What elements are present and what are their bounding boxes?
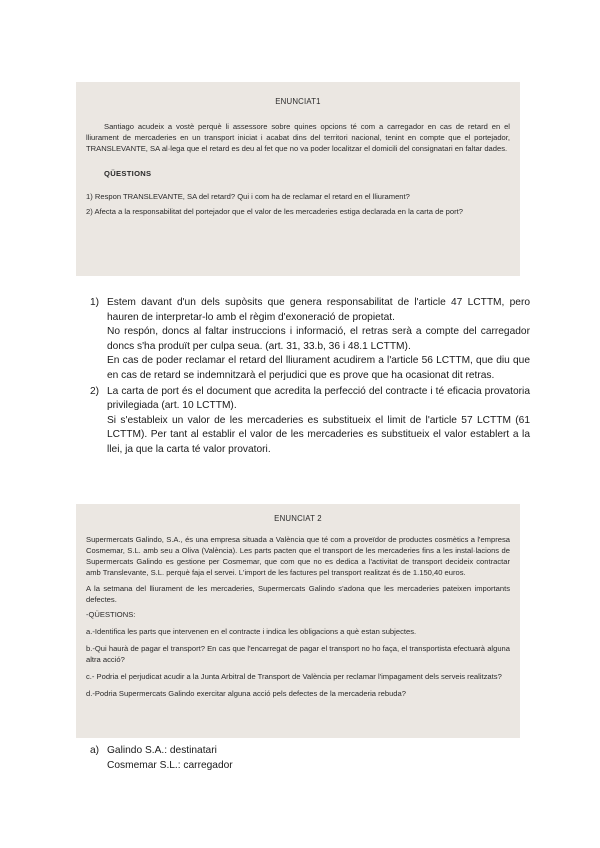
answer-2-number: 2) (90, 385, 100, 397)
answer-2-paragraph-2: Si s'estableix un valor de les mercaderies es substitueix el limit de l'article 57 LCTTM (61 LCTTM). Per tant al establir el valor de les mercaderies es substitueix el valor establert a la llei, ja que la carta té valor provatori. (107, 414, 530, 455)
answer-a-number: a) (90, 745, 100, 756)
statement-1-body: Santiago acudeix a vostè perquè li assessore sobre quines opcions té com a carregador en cas de retard en el lliurament de mercaderies en un transport iniciat i acabat dins del territori nacional, tenint en compte que el portejador, TRANSLEVANTE, SA al·lega que el retard es deu al fet que no va poder localitzar el domicili del consignatari en faltar dades. (86, 122, 510, 153)
statement-2-question-a: a.-Identifica les parts que intervenen en el contracte i indica les obligacions a què estan subjectes. (86, 627, 417, 636)
statement-2-body: Supermercats Galindo, S.A., és una empresa situada a València que té com a proveïdor de productes cosmètics a l'empresa Cosmemar, S.L. amb seu a Oliva (València). Les parts pacten que el transport de les mercaderies fins a les instal·lacions de Supermercats Galindo es gestione per Cosmemar, que com que no es dedica a l'activitat de transport decideix contractar amb Translevante, S.L. perquè faja el servei. L'import de les factures pel transport realitzat és de 1.150,40 euros. (86, 535, 510, 577)
statement-1-question-1: 1) Respon TRANSLEVANTE, SA del retard? Qui i com ha de reclamar el retard en el lliurament? (86, 192, 410, 201)
answers-2 (90, 744, 530, 774)
answer-1-paragraph-3: En cas de poder reclamar el retard del lliurament acudirem a l'article 56 LCTTM, que diu que en cas de retard se indemnitzarà el perjudici que es prove que ha ocasionat dit retras. (107, 355, 530, 381)
answer-2-paragraph-1: La carta de port és el document que acredita la perfecció del contracte i té eficacia provatoria privilegiada (art. 10 LCTTM). (107, 385, 530, 412)
answer-1-paragraph-1: Estem davant d'un dels supòsits que genera responsabilitat de l'article 47 LCTTM, pero hauren de interpretar-lo amb el règim d'exoneració de propietat. (107, 297, 530, 323)
statement-1-question-2: 2) Afecta a la responsabilitat del portejador que el valor de les mercaderies estiga declarada en la carta de port? (86, 207, 463, 216)
answer-a-line-2: Cosmemar S.L.: carregador (107, 759, 233, 771)
statement-2-title: ENUNCIAT 2 (274, 514, 322, 523)
statement-1-box (76, 82, 520, 276)
answers-1 (90, 296, 530, 459)
answer-2 (90, 385, 530, 458)
answer-a-line-1: Galindo S.A.: destinatari (107, 745, 217, 756)
statement-2-box (76, 504, 520, 738)
statement-1-questions-heading: QÜESTIONS (104, 169, 152, 178)
answer-1-paragraph-2: No respón, doncs al faltar instruccions i informació, el retras serà a compte del carregador doncs s'ha produït per culpa seua. (art. 31, 33.b, 36 i 48.1 LCTTM). (107, 326, 530, 352)
statement-2-question-b: b.-Qui haurà de pagar el transport? En cas que l'encarregat de pagar el transport no ho faça, el transportista efectuarà alguna altra acció? (86, 644, 510, 664)
statement-2-question-c: c.- Podria el perjudicat acudir a la Junta Arbitral de Transport de València per reclamar l'impagament dels serveis realitzats? (86, 672, 502, 681)
answer-1-number: 1) (90, 297, 100, 308)
answer-a (90, 744, 530, 773)
statement-1-title: ENUNCIAT1 (275, 97, 321, 106)
statement-2-body-2: A la setmana del lliurament de les mercaderies, Supermercats Galindo s'adona que les mercaderies pateixen importants defectes. (86, 584, 510, 604)
statement-2-questions-heading: -QÜESTIONS: (86, 610, 136, 619)
statement-2-question-d: d.-Podria Supermercats Galindo exercitar alguna acció pels defectes de la mercaderia rebuda? (86, 689, 406, 698)
answer-1 (90, 296, 530, 384)
